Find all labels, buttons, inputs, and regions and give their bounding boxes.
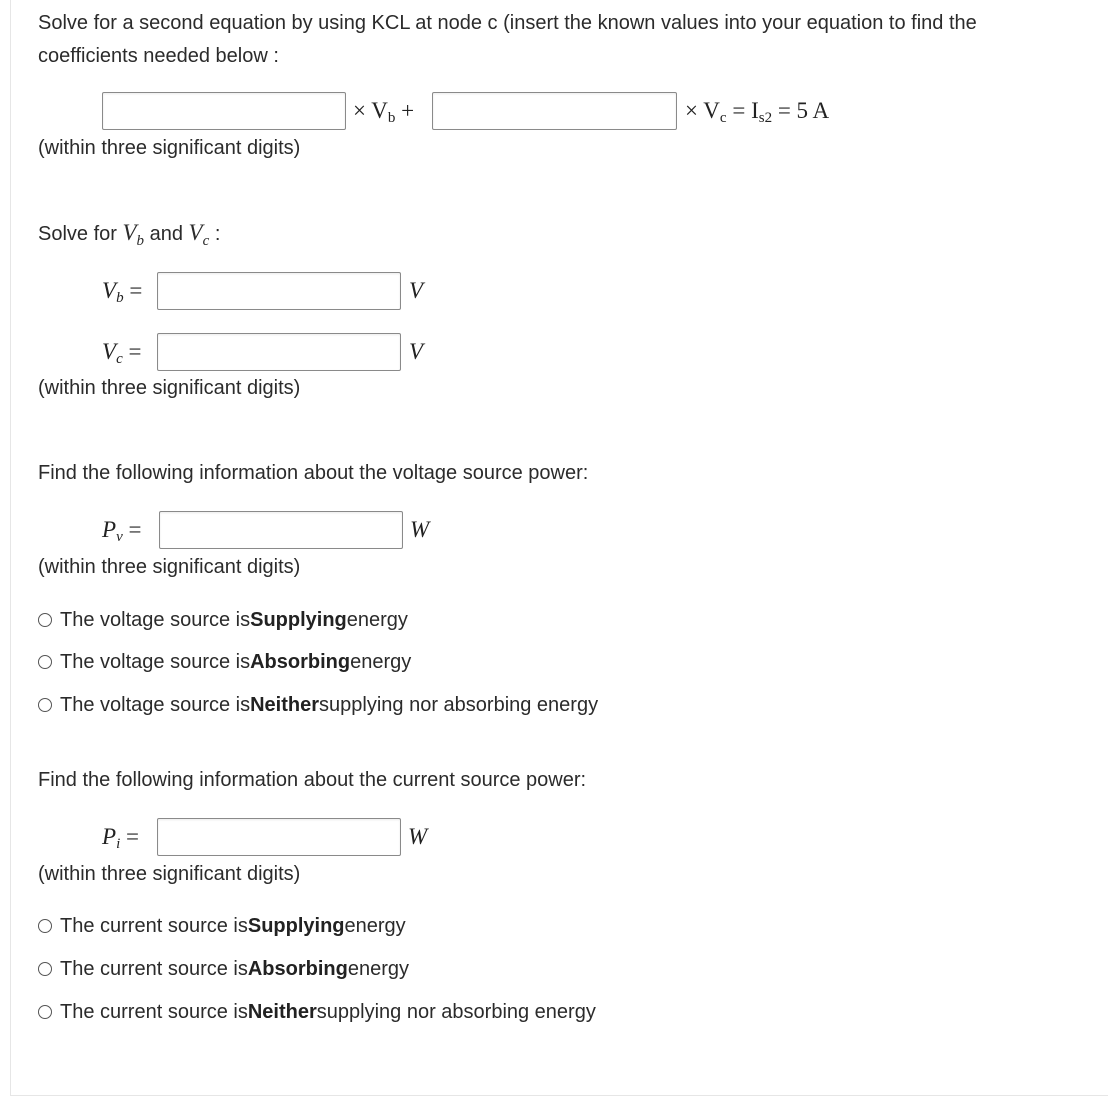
voltage-neither-option[interactable]: The voltage source is Neither supplying nor absorbing energy: [38, 690, 598, 720]
q1-prompt-line1: Solve for a second equation by using KCL at node c (insert the known values into your equation to find the: [38, 12, 977, 34]
q2-prompt: Solve for $V_b$ and $V_c$ :: [38, 220, 221, 249]
current-absorbing-option[interactable]: The current source is Absorbing energy: [38, 954, 409, 984]
q3-note: (within three significant digits): [38, 556, 301, 578]
q1-note: (within three significant digits): [38, 137, 301, 159]
vb-unit: V: [409, 278, 424, 303]
q1-prompt-line2: coefficients needed below :: [38, 45, 279, 67]
pi-input[interactable]: [157, 818, 401, 856]
radio-icon[interactable]: [38, 613, 52, 627]
pv-input[interactable]: [159, 511, 403, 549]
radio-icon[interactable]: [38, 1005, 52, 1019]
radio-icon[interactable]: [38, 655, 52, 669]
pv-label: $P_v$ =: [102, 517, 142, 545]
vc-label: $V_c$ =: [102, 339, 142, 367]
current-supplying-option[interactable]: The current source is Supplying energy: [38, 911, 406, 941]
pi-label: $P_i$ =: [102, 824, 139, 852]
pi-unit: W: [408, 824, 428, 849]
voltage-absorbing-option[interactable]: The voltage source is Absorbing energy: [38, 647, 411, 677]
pv-unit: W: [410, 517, 430, 542]
vc-unit: V: [409, 339, 424, 364]
vc-coefficient-input[interactable]: [432, 92, 677, 130]
voltage-supplying-option[interactable]: The voltage source is Supplying energy: [38, 605, 408, 635]
q2-note: (within three significant digits): [38, 377, 301, 399]
vb-coefficient-input[interactable]: [102, 92, 346, 130]
radio-icon[interactable]: [38, 962, 52, 976]
current-neither-option[interactable]: The current source is Neither supplying nor absorbing energy: [38, 997, 596, 1027]
q3-prompt: Find the following information about the voltage source power:: [38, 462, 589, 484]
vb-label: $V_b$ =: [102, 278, 143, 306]
q4-note: (within three significant digits): [38, 863, 301, 885]
q1-term-vb: × $V_b$ +: [353, 98, 415, 126]
radio-icon[interactable]: [38, 698, 52, 712]
vb-input[interactable]: [157, 272, 401, 310]
vc-input[interactable]: [157, 333, 401, 371]
radio-icon[interactable]: [38, 919, 52, 933]
q1-term-vc: × $V_c = I_{s2} = 5$ A: [685, 98, 830, 126]
q4-prompt: Find the following information about the current source power:: [38, 769, 587, 791]
